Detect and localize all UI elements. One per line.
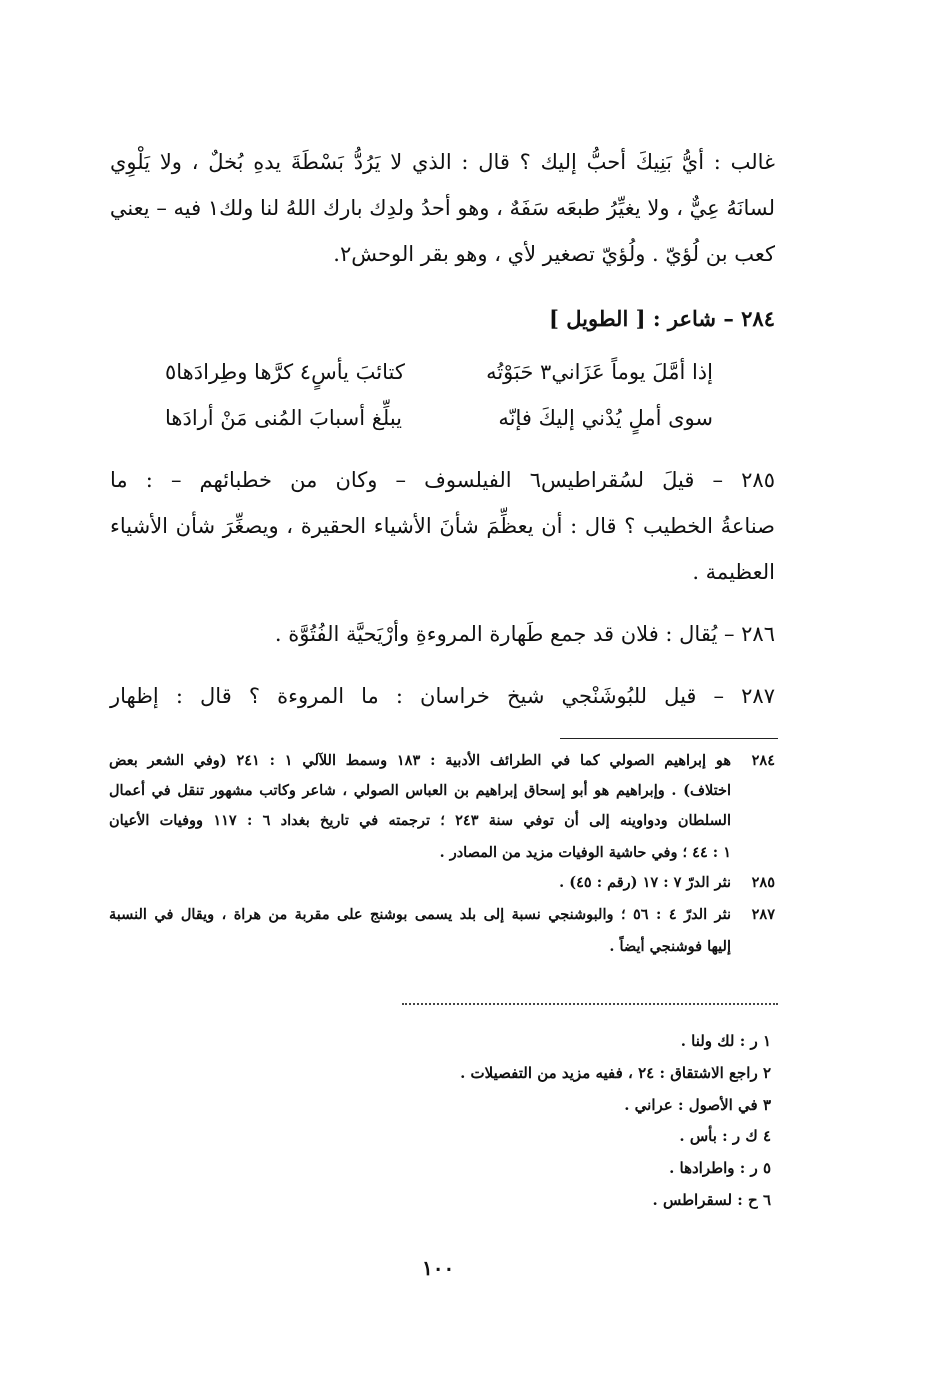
variant-note: ٦ ح : لسقراطس . [652,1191,771,1209]
variant-note: ٢ راجع الاشتقاق : ٢٤ ، ففيه مزيد من التفصيلات . [460,1064,771,1082]
entry-284-heading: ٢٨٤ – شاعر : [ الطويل ] [548,306,775,331]
entry-285-line: صناعةُ الخطيب ؟ قال : أن يعظِّمَ شأنَ الأشياء الحقيرة ، ويصغِّرَ شأن الأشياء [110,514,775,538]
verse-1-first-hemistich: إذا أمَّلَ يوماً عَزَاني٣ حَبَوْتُه [486,360,713,384]
entry-287-line: ٢٨٧ – قيل للبُوشَنْجي شيخ خراسان : ما المروءة ؟ قال : إظهار [110,684,775,708]
variant-note: ٥ ر : واطرادها . [669,1159,771,1177]
variant-note: ٣ في الأصول : عراني . [624,1096,771,1114]
page-number: ١٠٠ [422,1256,455,1280]
note-line: نثر الدرّ ٧ : ١٧ (رقم : ٤٥) . [559,874,731,891]
note-number: ٢٨٤ [751,752,775,769]
verse-2-second-hemistich: يبلِّغ أسبابَ المُنى مَنْ أرادَها [165,406,403,430]
variant-note: ٤ ك ر : بأس . [679,1127,771,1145]
note-line: السلطان ودواوينه إلى أن توفي سنة ٢٤٣ ؛ ترجمته في تاريخ بغداد ٦ : ١١٧ ووفيات الأعيان [109,812,731,829]
note-number: ٢٨٥ [751,874,775,891]
note-line: ١ : ٤٤ ؛ وفي حاشية الوفيات مزيد من المصادر . [439,844,731,861]
variant-note: ١ ر : لك ولنا . [680,1032,771,1050]
variants-divider [402,1003,778,1005]
note-line: هو إبراهيم الصولي كما في الطرائف الأدبية : ١٨٣ وسمط اللآلي ١ : ٢٤١ (وفي الشعر بعض [109,752,732,769]
note-line: إليها فوشنجي أيضاً . [609,938,731,955]
note-line: نثر الدرّ ٤ : ٥٦ ؛ والبوشنجي نسبة إلى بلد يسمى بوشنج على مقربة من هراة ، ويقال في النسبة [109,906,731,923]
entry-285-line: ٢٨٥ – قيلَ لسُقراطيس٦ الفيلسوف – وكان من خطبائهم – : ما [110,468,775,492]
entry-286-line: ٢٨٦ – يُقال : فلان قد جمع طَهارة المروءةِ وأرْيَحيَّة الفُتُوَّة . [274,622,775,646]
text-line: لسانَهُ عِيٌّ ، ولا يغيِّرُ طبعَه سَفَهٌ ، وهو أحدُ ولدِك بارك اللهُ لنا ولك١ فيه – يعني [109,196,775,220]
note-line: اختلاف) . وإبراهيم هو أبو إسحاق إبراهيم بن العباس الصولي ، شاعر وكاتب مشهور تنقل في أعمال [109,782,731,799]
text-line: كعب بن لُؤيّ . ولُؤيّ تصغير لأي ، وهو بقر الوحش٢. [333,242,775,266]
text-line: غالب : أيُّ بَنِيكَ أحبُّ إليك ؟ قال : الذي لا يَرُدُّ بَسْطَةَ يدهِ بُخلٌ ، ولا يَلْوِي [110,150,775,174]
entry-285-line: العظيمة . [692,560,775,584]
note-number: ٢٨٧ [751,906,775,923]
verse-1-second-hemistich: كتائبَ يأسٍ٤ كرَّها وطِرادَها٥ [165,360,405,384]
verse-2-first-hemistich: سوى أملٍ يُدْني إليكَ فإنّه [498,406,713,430]
notes-divider [560,738,778,739]
